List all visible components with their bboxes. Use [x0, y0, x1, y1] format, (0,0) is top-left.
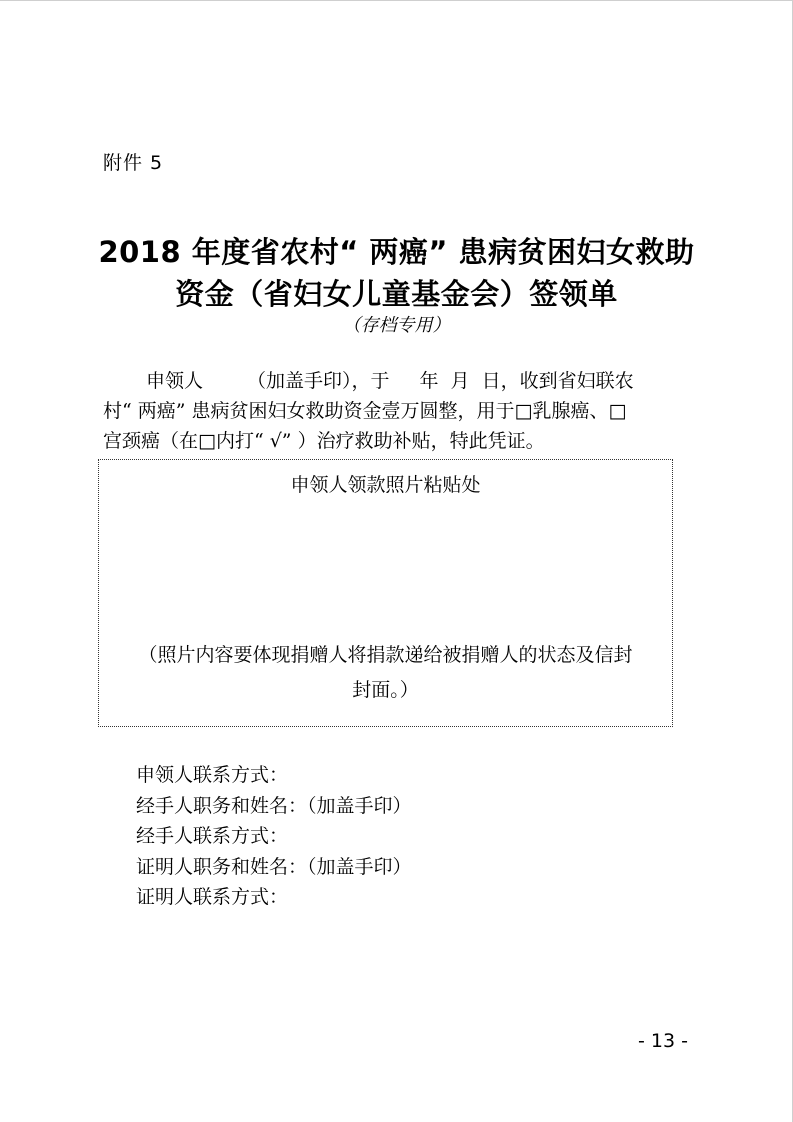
- statement-line-1: [146, 366, 634, 393]
- photo-area-note-line-2: 封面。）: [352, 679, 419, 701]
- photo-paste-area: [98, 459, 673, 727]
- month-label: 月: [450, 370, 470, 392]
- photo-area-heading: 申领人领款照片粘贴处: [290, 474, 481, 496]
- applicant-label: 申领人: [146, 370, 204, 392]
- page-number: - 13 -: [638, 1030, 688, 1052]
- seal-note: （加盖手印），于: [247, 370, 390, 392]
- photo-area-note-line-1: （照片内容要体现捐赠人将捐款递给被捐赠人的状态及信封: [138, 644, 633, 666]
- attachment-label: 附件 5: [103, 152, 164, 174]
- document-title-line-2: 资金（省妇女儿童基金会）签领单: [175, 277, 618, 311]
- page-top-edge: [0, 0, 793, 1]
- statement-line-3: 宫颈癌（在□内打“ √” ）治疗救助补贴，特此凭证。: [103, 430, 545, 452]
- year-label: 年: [419, 370, 439, 392]
- witness-title-name-field: 证明人职务和姓名：（加盖手印）: [136, 856, 412, 878]
- handler-contact-field: 经手人联系方式：: [136, 825, 289, 847]
- applicant-contact-field: 申领人联系方式：: [136, 764, 289, 786]
- day-received-text: 日，收到省妇联农: [481, 370, 634, 392]
- statement-line-2: 村“ 两癌” 患病贫困妇女救助资金壹万圆整，用于□乳腺癌、□: [103, 400, 627, 422]
- document-subtitle: （存档专用）: [342, 315, 451, 336]
- witness-contact-field: 证明人联系方式：: [136, 886, 289, 908]
- document-title-line-1: 2018 年度省农村“ 两癌” 患病贫困妇女救助: [98, 235, 695, 269]
- handler-title-name-field: 经手人职务和姓名：（加盖手印）: [136, 795, 412, 817]
